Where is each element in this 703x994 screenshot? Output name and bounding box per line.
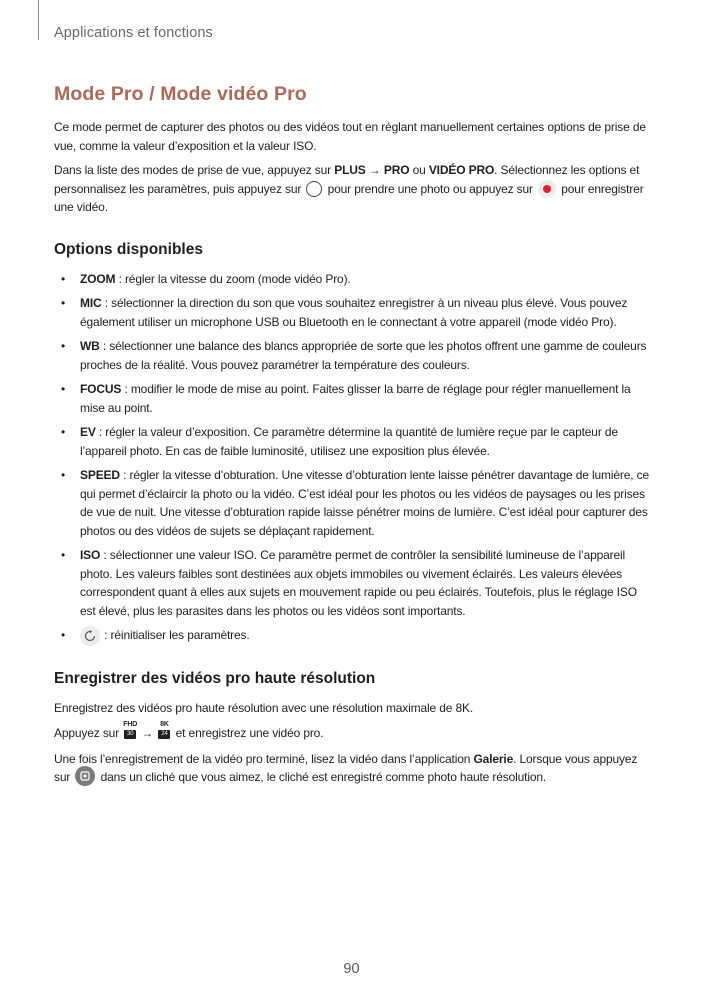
page-number: 90 — [343, 961, 360, 977]
fhd-30-icon: FHD 30 — [123, 720, 138, 737]
shutter-icon — [306, 181, 322, 197]
option-iso: • ISO : sélectionner une valeur ISO. Ce paramètre permet de contrôler la sensibilité lumineuse de l’appareil photo. Les valeurs faibles sont destinées aux objets immobiles ou vivement éclairés. Les valeurs élevées correspondent quant à elles aux sujets en mouvement rapide ou peu éclairés. Toutefois, plus le réglage ISO est élevé, plus les parasites dans les photos ou les vidéos sont importants. — [61, 548, 637, 618]
option-mic: • MIC : sélectionner la direction du son que vous souhaitez enregistrer à un niveau plus élevé. Vous pouvez également utiliser un microphone USB ou Bluetooth en le connectant à votre appareil (mode vidéo Pro). — [61, 296, 628, 329]
option-focus: • FOCUS : modifier le mode de mise au point. Faites glisser la barre de réglage pour régler manuellement la mise au point. — [61, 382, 631, 415]
page-content — [54, 83, 654, 794]
highres-paragraph-1: Enregistrez des vidéos pro haute résolution avec une résolution maximale de 8K. — [54, 701, 474, 716]
section-title: Mode Pro / Mode vidéo Pro — [54, 83, 307, 105]
highres-heading: Enregistrer des vidéos pro haute résolution — [54, 670, 376, 688]
option-wb: • WB : sélectionner une balance des blancs appropriée de sorte que les photos offrent une gamme de couleurs proches de la réalité. Vous pouvez paramétrer la température des couleurs. — [61, 339, 647, 372]
option-reset: • : réinitialiser les paramètres. — [54, 626, 654, 646]
highres-paragraph-3: Une fois l’enregistrement de la vidéo pro terminé, lisez la vidéo dans l’application Galerie. Lorsque vous appuyez sur dans un cliché que vous aimez, le cliché est enregistré comme photo haute résolution. — [54, 751, 638, 785]
8k-24-icon: 8K 24 — [160, 720, 169, 737]
option-zoom: • ZOOM : régler la vitesse du zoom (mode vidéo Pro). — [61, 271, 351, 286]
intro-paragraph: Ce mode permet de capturer des photos ou des vidéos tout en réglant manuellement certaines options de prise de vue, comme la valeur d’exposition et la valeur ISO. — [54, 120, 646, 153]
reset-icon — [80, 626, 100, 646]
options-heading: Options disponibles — [54, 240, 203, 258]
highres-paragraph-2: Appuyez sur FHD 30 → 8K 24 et enregistrez une vidéo pro. — [54, 720, 324, 740]
capture-frame-icon — [75, 766, 95, 786]
header-rule — [38, 0, 39, 40]
record-icon — [538, 180, 556, 198]
options-list — [54, 270, 654, 647]
option-ev: • EV : régler la valeur d’exposition. Ce paramètre détermine la quantité de lumière reçue par le capteur de l’appareil photo. En cas de faible luminosité, utilisez une exposition plus élevée. — [61, 425, 618, 458]
howto-paragraph: Dans la liste des modes de prise de vue, appuyez sur PLUS → PRO ou VIDÉO PRO. Sélectionnez les options et personnalisez les paramètres, puis appuyez sur pour prendre une photo ou appuyez sur pour enregistrer une vidéo. — [54, 163, 644, 215]
option-speed: • SPEED : régler la vitesse d’obturation. Une vitesse d’obturation lente laisse pénétrer davantage de lumière, ce qui permet d’éclaircir la photo ou la vidéo. C’est idéal pour les photos ou les vidéos de paysages ou les prises de vue de nuit. Une vitesse d’obturation rapide laisse pénétrer moins de lumière. C’est idéal pour capturer des photos ou des vidéos de sujets se déplaçant rapidement. — [61, 468, 650, 538]
chapter-title: Applications et fonctions — [54, 25, 213, 41]
